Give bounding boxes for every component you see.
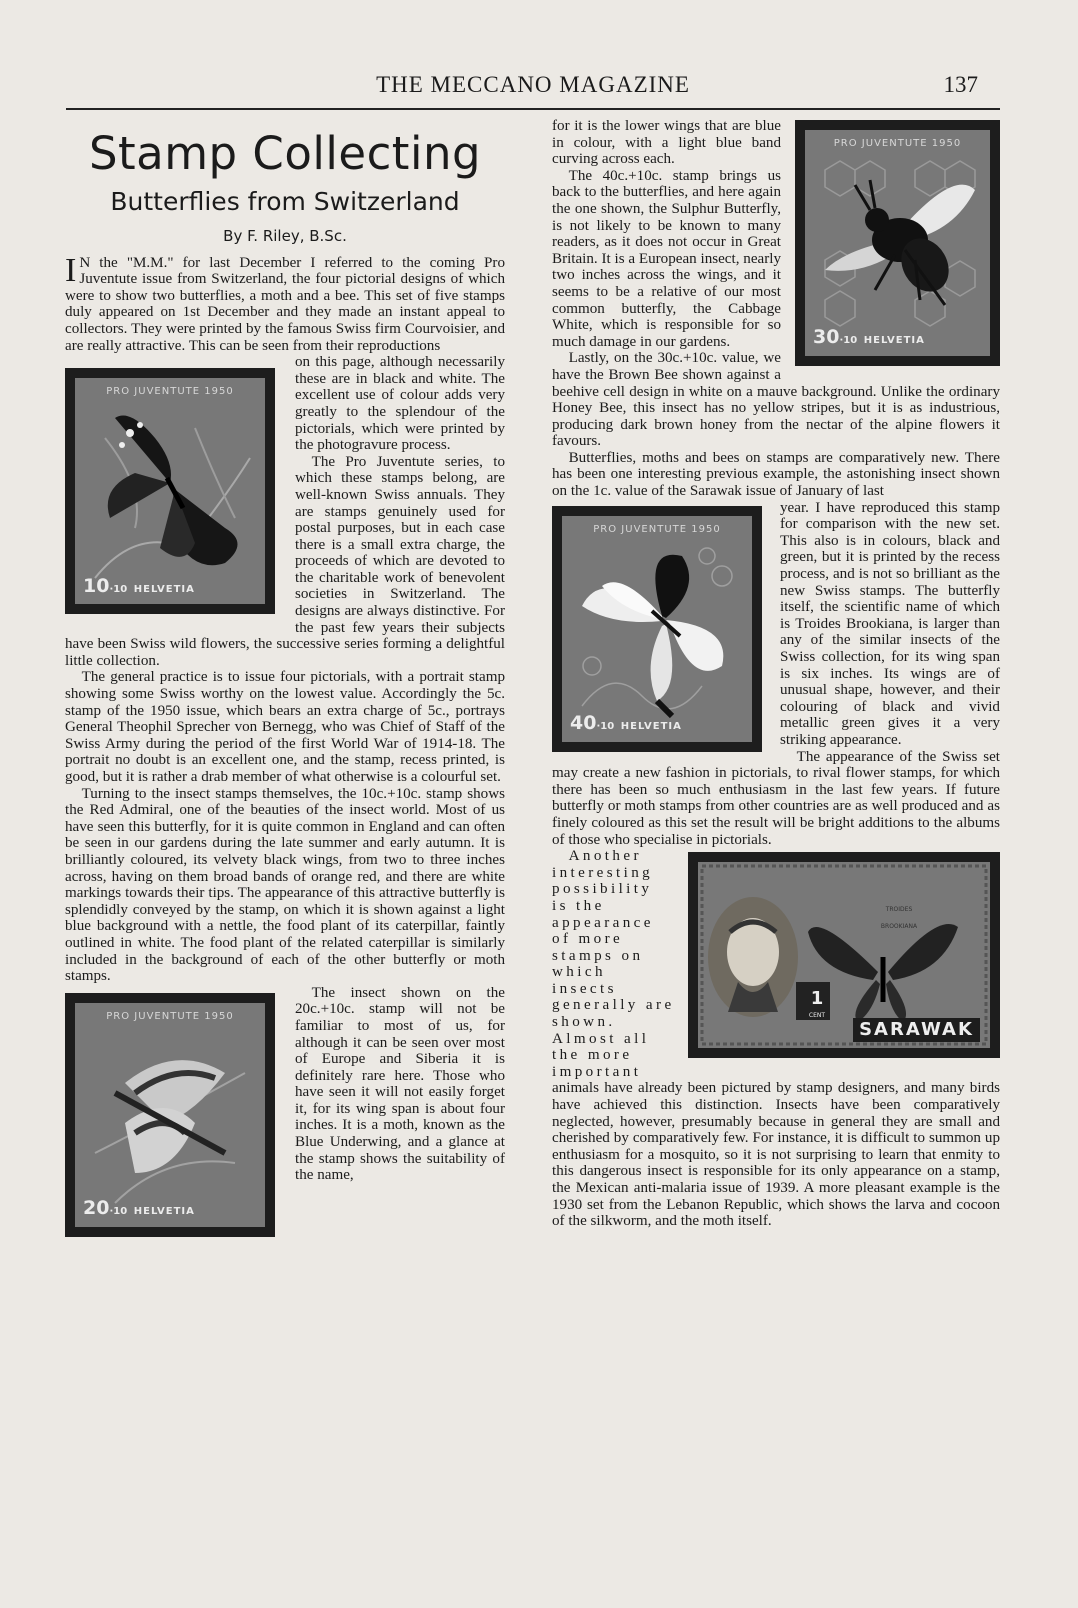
stamp-brown-bee — [795, 120, 1000, 366]
sarawak-country-name: SARAWAK — [853, 1018, 980, 1042]
stamp-country: HELVETIA — [133, 583, 195, 595]
paragraph: The general practice is to issue four pictorials, with a portrait stamp showing some Swiss worthy on the lowest value. Accordingly the 5c. stamp of the 1950 issue, which bears an extra charge of 5c., portrays General Theophil Sprecher von Bernegg, who was Chief of Staff of the Swiss Army during the period of the first World War of 1914-18. The portrait no doubt is an excellent one, and the stamp, recess printed, is good, but it is rather a drab member of what otherwise is a colourful set. — [65, 669, 505, 785]
stamp-30c-float — [795, 120, 1000, 370]
paragraph: year. I have reproduced this stamp for comparison with the new set. This also is in colours, black and green, but it is printed by the recess process, and is not so brilliant as the new Swiss stamps. The butterfly itself, the scientific name of which is Troides Brookiana, is larger than any of the similar insects of the Swiss collection, for its wing span is six inches. Its wings are of unusual shape, however, and their colouring of black and vivid metallic green gives it a very striking appearance. — [780, 499, 1000, 748]
paragraph: The Pro Juventute series, to which these stamps belong, are well-known Swiss annuals. They are stamps genuinely used for postal purposes, but in each case there is a small extra charge, the proceeds of which are devoted to the charitable work of benevolent societies in Switzerland. The designs are always distinctive. For the past few years their subjects have been Swiss wild flowers, the successive series forming a delightful little collection. — [65, 453, 505, 669]
paragraph: Turning to the insect stamps themselves, the 10c.+10c. stamp shows the Red Admiral, one of the beauties of the insect world. Most of us have seen this butterfly, for it is quite common in England and can often be seen in our gardens during the late summer and early autumn. It is brilliantly coloured, its velvety black wings, from two to three inches across, having on them broad bands of orange red, and there are white markings towards their tips. The appearance of this attractive butterfly is splendidly conveyed by the stamp, on which it is shown against a light blue background with a nettle, the food plant of its caterpillar, faintly outlined in white. The food plant of the related caterpillar is similarly included in the background of each of the other butterfly or moth stamps. — [65, 785, 505, 985]
stamp-banner: PRO JUVENTUTE 1950 — [833, 138, 962, 149]
left-column — [65, 118, 505, 1238]
stamp-sarawak — [688, 852, 1000, 1058]
paragraph: Butterflies, moths and bees on stamps are comparatively new. There has been one interesting previous example, the astonishing insect shown on the 1c. value of the Sarawak issue of January of last — [552, 449, 1000, 500]
stamp-face — [75, 1003, 265, 1227]
paragraph: The 40c.+10c. stamp brings us back to the butterflies, and here again the one shown, the Sulphur Butterfly, is not likely to be known to many readers, as it does not occur in Great Britain. It is a European insect, nearly two inches across the wings, and it seems to be a relative of our most common butterfly, the Cabbage White, which is responsible for so much damage in our gardens. — [552, 167, 781, 350]
stamp-value — [570, 712, 682, 736]
sarawak-denomination: 1 — [810, 988, 824, 1010]
stamp-surcharge: ·10 — [109, 583, 128, 595]
stamp-banner: PRO JUVENTUTE 1950 — [593, 523, 721, 535]
sarawak-value — [800, 990, 834, 1025]
article-byline: By F. Riley, B.Sc. — [223, 227, 347, 245]
paragraph-text: N the "M.M." for last December I referred to the coming Pro Juventute issue from Switzerland, the four pictorial designs of which were to show two butterflies, a moth and a bee. This set of five stamps duly appeared on 1st December and they made an instant appeal to collectors. They were printed by the famous Swiss firm Courvoisier, and are really attractive. This can be seen from their reproductions — [65, 254, 505, 354]
stamp-denomination: 10 — [83, 574, 110, 597]
drop-cap: I — [65, 251, 77, 289]
stamp-surcharge: ·10 — [109, 1206, 128, 1218]
paragraph: Lastly, on the 30c.+10c. value, we have the Brown Bee shown against a beehive cell design in white on a mauve background. Unlike the ordinary Honey Bee, this insect has no yellow stripes, but it is as industrious, producing dark brown honey from the nectar of the alpine flowers it favours. — [552, 350, 1000, 450]
stamp-face — [562, 516, 752, 742]
stamp-country: HELVETIA — [863, 335, 925, 347]
species-label: TROIDES BROOKIANA — [880, 906, 918, 930]
stamp-face — [805, 130, 990, 356]
sarawak-unit: CENT — [808, 1012, 826, 1020]
stamp-banner: PRO JUVENTUTE 1950 — [106, 1010, 234, 1022]
stamp-surcharge: ·10 — [596, 721, 615, 733]
stamp-sarawak-float — [688, 852, 1000, 1062]
paragraph: animals have already been pictured by stamp designers, and many birds have achieved this distinction. Insects have been comparatively neglected, however, presumably because in general they are small and cherished by comparatively few. For instance, it is difficult to summon up enthusiasm for a mosquito, so it is not surprising to learn that enmity to this dangerous insect is responsible for its only appearance on a stamp, the Mexican anti-malaria issue of 1939. A more pleasant example is the 1930 set from the Lebanon Republic, which shows the larva and cocoon of the silkworm, and the moth itself. — [552, 1080, 1000, 1230]
stamp-value — [83, 574, 195, 599]
stamp-face — [698, 862, 990, 1048]
stamp-red-admiral — [65, 368, 275, 614]
magazine-title: THE MECCANO MAGAZINE — [376, 72, 690, 97]
article-title: Stamp Collecting — [88, 127, 482, 180]
stamp-country: HELVETIA — [620, 721, 682, 733]
paragraph: for it is the lower wings that are blue in colour, with a light blue band curving across each. — [552, 118, 781, 168]
article-heading — [65, 128, 505, 245]
running-header — [66, 70, 1000, 110]
paragraph — [65, 251, 505, 355]
stamp-value — [813, 326, 925, 350]
sulphur-butterfly-illustration — [562, 516, 752, 742]
brown-bee-illustration — [805, 130, 990, 356]
stamp-face — [75, 378, 265, 604]
stamp-denomination: 20 — [83, 1197, 110, 1220]
paragraph: The appearance of the Swiss set may create a new fashion in pictorials, to rival flower stamps, for which there has been so much enthusiasm in the last few years. If future butterfly or moth stamps from other countries are as well produced and as finely coloured as this set the result will be bright additions to the albums of those who specialise in pictorials. — [552, 748, 1000, 848]
article-subtitle: Butterflies from Switzerland — [110, 187, 460, 216]
paragraph: The insect shown on the 20c.+10c. stamp will not be familiar to most of us, for although it can be seen over most of Europe and Siberia it is definitely rare here. Those who have seen it will not easily forget it, for its wing span is about four inches. It is a moth, known as the Blue Underwing, and a glance at the stamp shows the suitability of the name, — [295, 984, 505, 1184]
stamp-sulphur-butterfly — [552, 506, 762, 752]
stamp-country: HELVETIA — [133, 1206, 195, 1218]
stamp-10c-float — [65, 368, 275, 618]
stamp-denomination: 40 — [570, 712, 597, 735]
stamp-40c-float — [552, 506, 762, 756]
page-number: 137 — [943, 72, 978, 97]
red-admiral-illustration — [75, 378, 265, 604]
stamp-value — [83, 1197, 195, 1221]
paragraph: on this page, although necessarily these are in black and white. The excellent use of colour adds very greatly to the splendour of the pictorials, which were printed by the photogravure process. — [295, 354, 505, 454]
stamp-blue-underwing — [65, 993, 275, 1237]
right-column — [552, 118, 1000, 1230]
stamp-banner: PRO JUVENTUTE 1950 — [106, 386, 234, 398]
paragraph: Another interesting possibility is the appearance of more stamps on which insects generally are shown. Almost all the more important — [552, 848, 675, 1080]
stamp-surcharge: ·10 — [839, 335, 858, 347]
stamp-denomination: 30 — [813, 326, 840, 349]
blue-underwing-illustration — [75, 1003, 265, 1227]
stamp-20c-float — [65, 993, 275, 1238]
